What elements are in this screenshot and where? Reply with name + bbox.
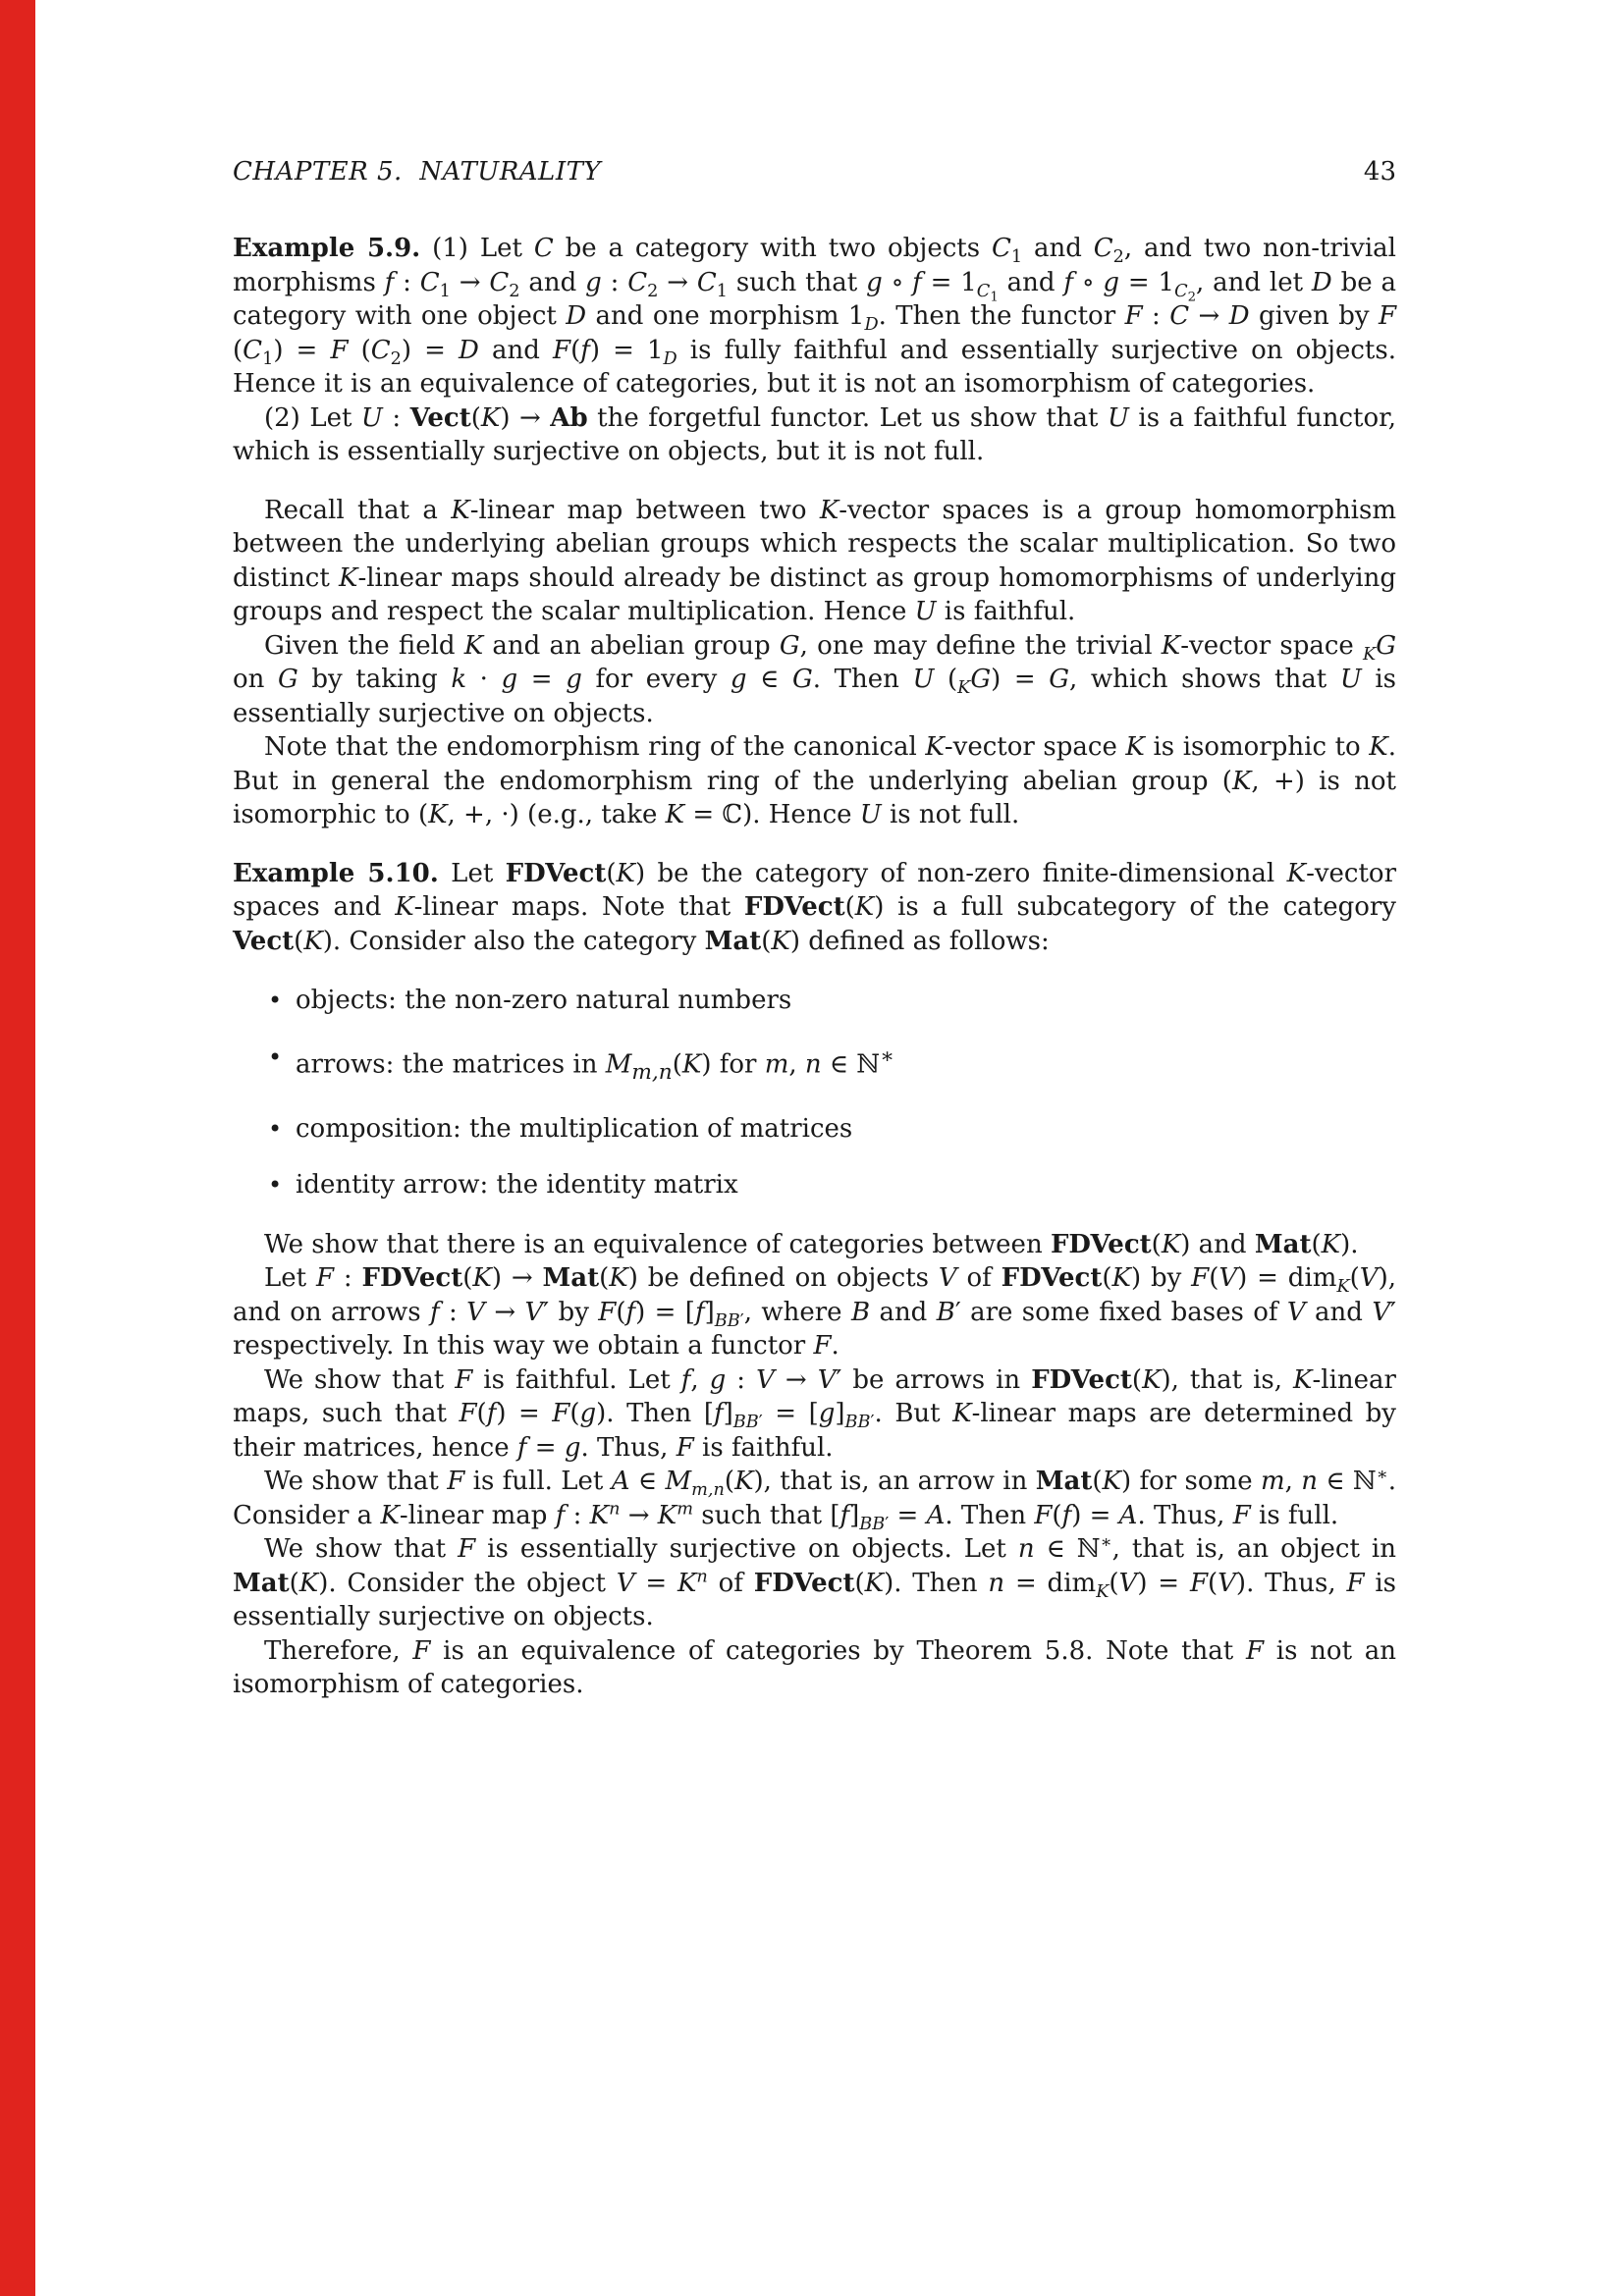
paragraph-example-5-9: Example 5.9. (1) Let C be a category with two objects $C_1$ and $C_2$, and two non-trivial morphisms f : $C_1 \to C_2$ and g : $C_2 \to C_1$ such that g ∘ $f = 1_{C_1}$ and f ∘ $g = 1_{C_2}$, and let D be a category with one object D and one morphism $1_D$. Then the functor F : C → D given by F $(C_1) = F$ $(C_2) = D$ and $F(f) = 1_D$ is fully faithful and essentially surjective on objects. Hence it is an equivalence of categories, but it is not an isomorphism of categories. [233,234,1396,399]
page-number: 43 [1363,157,1396,187]
paragraph-conclusion: Therefore, F is an equivalence of categories by Theorem 5.8. Note that F is not an isomorphism of categories. [233,1635,1397,1700]
bullet-identity-arrow: • identity arrow: the identity matrix [233,1168,1396,1202]
paragraph-given-field: Given the field K and an abelian group G, one may define the trivial K-vector space $_K$G on G by taking k · g = g for every g ∈ G. Then U $(_KG) = G$, which shows that U is essentially surjective on objects. [233,630,1396,728]
bullet-composition: • composition: the multiplication of matrices [233,1112,1396,1147]
page-content [233,157,1396,1702]
left-edge-red-stripe [0,0,35,2296]
paragraph-recall: Recall that a K-linear map between two K-vector spaces is a group homomorphism between the underlying abelian groups which respects the scalar multiplication. So two distinct K-linear maps should already be distinct as group homomorphisms of underlying groups and respect the scalar multiplication. Hence U is faithful. [233,495,1396,626]
paragraph-note-endomorphism: Note that the endomorphism ring of the canonical K-vector space K is isomorphic to K. But in general the endomorphism ring of the underlying abelian group (K, +) is not isomorphic to (K, +, ·) (e.g., take K = ℂ). Hence U is not full. [233,732,1397,829]
paragraph-faithful-proof: We show that F is faithful. Let f, g : V → V′ be arrows in FDVect(K), that is, K-linear maps, such that F(f) = F(g). Then $[f]_{BB'} = [g]_{BB'}$. But K-linear maps are determined by their matrices, hence f = g. Thus, F is faithful. [233,1364,1396,1463]
bullet-objects: • objects: the non-zero natural numbers [233,984,1396,1018]
mat-category-definition-list [233,984,1396,1202]
paragraph-essentially-surjective-proof: We show that F is essentially surjective on objects. Let n ∈ ℕ∗, that is, an object in Mat(K). Consider the object $V = K^n$ of FDVect(K). Then n = dim$_K$(V) = F(V). Thus, F is essentially surjective on objects. [233,1532,1396,1632]
paragraph-full-proof: We show that F is full. Let A ∈ $M_{m,n}(K)$, that is, an arrow in Mat(K) for some m, n ∈ ℕ∗. Consider a K-linear map f : $K^n \to K^m$ such that $[f]_{BB'} = A$. Then F(f) = A. Thus, F is full. [233,1465,1397,1535]
paragraph-example-5-9-part2: (2) Let U : Vect(K) → Ab the forgetful functor. Let us show that U is a faithful functor, which is essentially surjective on objects, but it is not full. [233,402,1396,466]
chapter-running-title: CHAPTER 5. NATURALITY [233,157,602,187]
bullet-arrows: • arrows: the matrices in $M_{m,n}(K)$ for m, n ∈ ℕ∗ [233,1041,1396,1090]
paragraph-functor-definition: Let F : FDVect(K) → Mat(K) be defined on objects V of FDVect(K) by F(V) = dim$_K$(V), and on arrows f : V → V′ by $F(f) = [f]_{BB'}$, where B and B′ are some fixed bases of V and V′ respectively. In this way we obtain a functor F. [233,1263,1397,1362]
running-head [233,157,1396,187]
paragraph-example-5-10: Example 5.10. Let FDVect(K) be the category of non-zero finite-dimensional K-vector spaces and K-linear maps. Note that FDVect(K) is a full subcategory of the category Vect(K). Consider also the category Mat(K) defined as follows: [233,858,1397,956]
paragraph-equivalence-claim: We show that there is an equivalence of categories between FDVect(K) and Mat(K). [264,1229,1359,1259]
